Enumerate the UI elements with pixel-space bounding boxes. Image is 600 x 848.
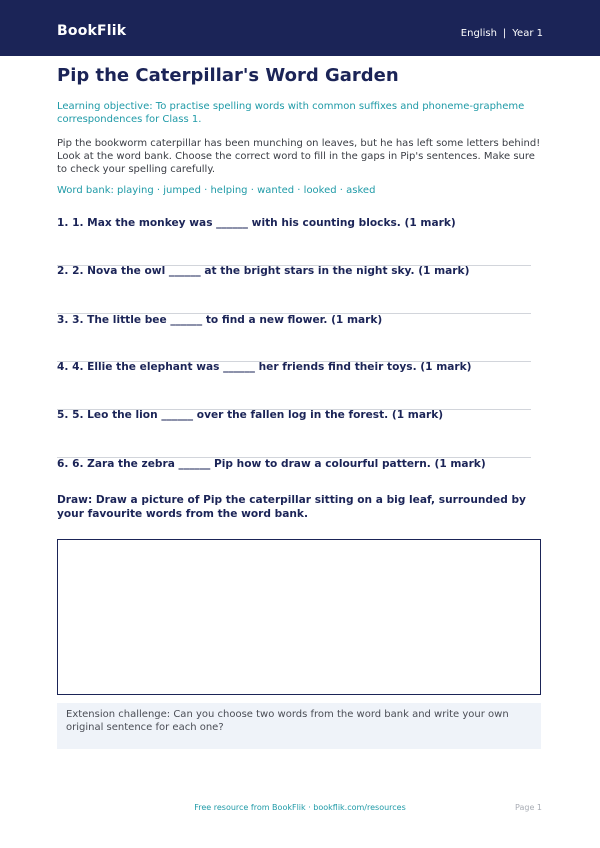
worksheet-title: Pip the Caterpillar's Word Garden (57, 65, 399, 86)
draw-prompt: Draw: Draw a picture of Pip the caterpillar sitting on a big leaf, surrounded by your favourite words from the word bank. (57, 494, 526, 520)
footer-resource: Free resource from BookFlik · bookflik.com/resources (194, 803, 406, 812)
page-header (0, 0, 600, 56)
brand-logo: BookFlik (57, 23, 127, 39)
drawing-area[interactable] (57, 539, 541, 695)
question-3: 3. 3. The little bee ______ to find a new flower. (1 mark) (57, 314, 383, 326)
word-bank: Word bank: playing · jumped · helping · wanted · looked · asked (57, 185, 376, 196)
question-4: 4. 4. Ellie the elephant was ______ her friends find their toys. (1 mark) (57, 361, 472, 373)
extension-challenge: Extension challenge: Can you choose two words from the word bank and write your own original sentence for each one? (57, 703, 541, 749)
question-6: 6. 6. Zara the zebra ______ Pip how to draw a colourful pattern. (1 mark) (57, 458, 486, 470)
year-label: Year 1 (512, 28, 543, 39)
subject-label: English (460, 28, 497, 39)
subject-year (461, 28, 543, 39)
question-2: 2. 2. Nova the owl ______ at the bright stars in the night sky. (1 mark) (57, 265, 470, 277)
learning-objective: Learning objective: To practise spelling words with common suffixes and phoneme-grapheme correspondences for Class 1. (57, 101, 525, 125)
page-number: Page 1 (515, 803, 542, 812)
question-1: 1. 1. Max the monkey was ______ with his counting blocks. (1 mark) (57, 217, 456, 229)
meta-separator: | (502, 28, 507, 39)
question-5: 5. 5. Leo the lion ______ over the fallen log in the forest. (1 mark) (57, 409, 444, 421)
instructions: Pip the bookworm caterpillar has been munching on leaves, but he has left some letters behind! Look at the word bank. Choose the correct word to fill in the gaps in Pip's sentences. Make sure to check your spelling carefully. (57, 138, 541, 175)
